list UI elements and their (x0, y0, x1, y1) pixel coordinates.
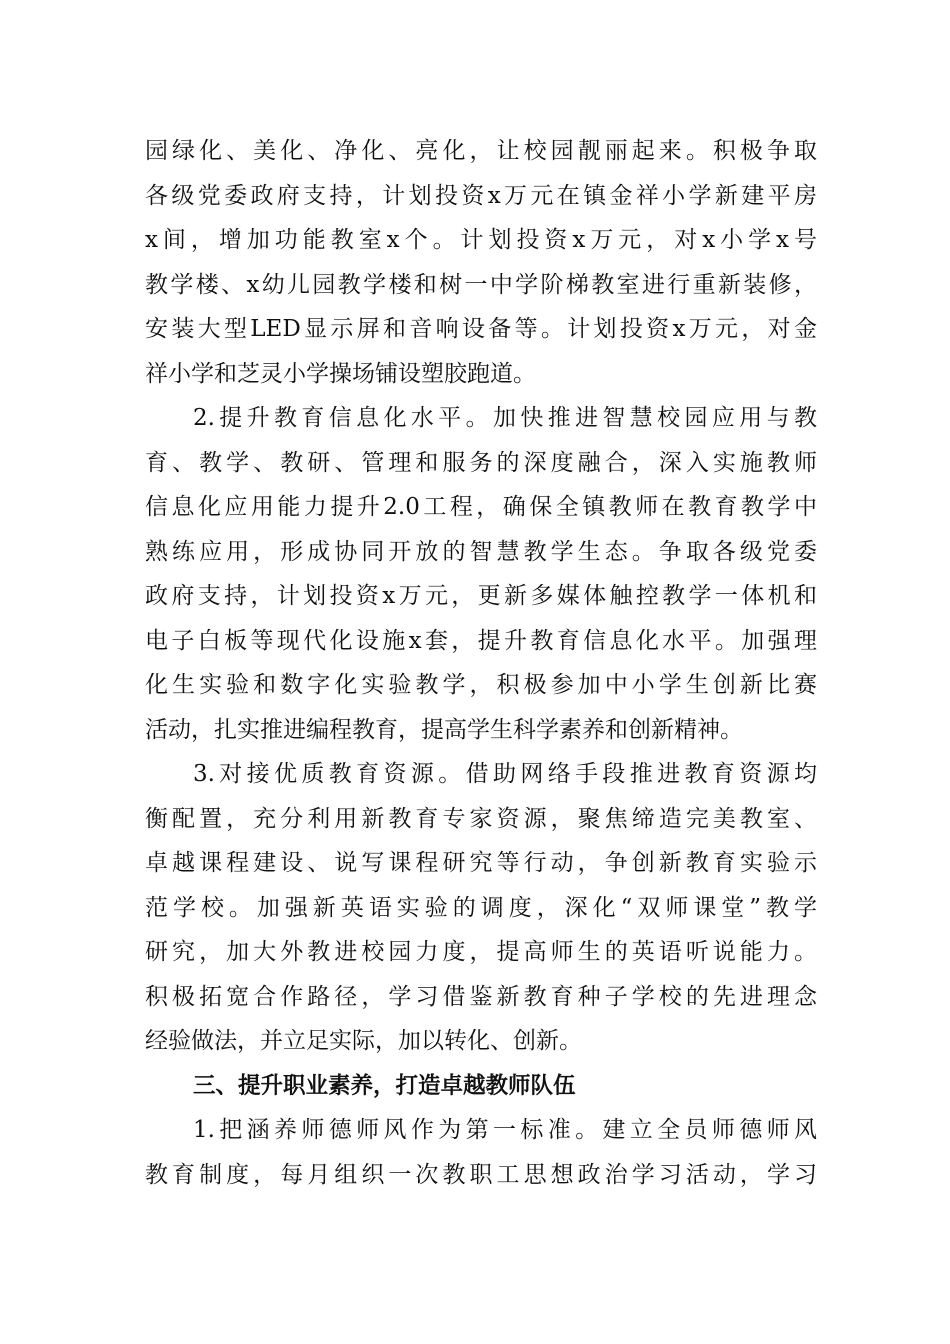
paragraph-line: 信息化应用能力提升2.0工程，确保全镇教师在教育教学中 (145, 494, 817, 520)
paragraph-line: 3.对接优质教育资源。借助网络手段推进教育资源均 (193, 761, 817, 787)
paragraph-line: 政府支持，计划投资x万元，更新多媒体触控教学一体机和 (145, 583, 817, 609)
paragraph-line: 各级党委政府支持，计划投资x万元在镇金祥小学新建平房 (145, 182, 817, 209)
paragraph-line: 衡配置，充分利用新教育专家资源，聚焦缔造完美教室、 (145, 805, 817, 832)
paragraph-line: 园绿化、美化、净化、亮化，让校园靓丽起来。积极争取 (145, 138, 817, 164)
paragraph-line: 范学校。加强新英语实验的调度，深化“双师课堂”教学 (145, 894, 817, 921)
paragraph-line: 教育制度，每月组织一次教职工思想政治学习活动，学习 (145, 1161, 817, 1188)
document-body (145, 129, 817, 1197)
paragraph-line: 教学楼、x幼儿园教学楼和树一中学阶梯教室进行重新装修， (145, 271, 817, 298)
paragraph-line: 卓越课程建设、说写课程研究等行动，争创新教育实验示 (145, 850, 817, 876)
paragraph-line: x间，增加功能教室x个。计划投资x万元，对x小学x号 (145, 227, 817, 253)
paragraph-line: 安装大型LED显示屏和音响设备等。计划投资x万元，对金 (145, 316, 817, 342)
paragraph-line: 积极拓宽合作路径，学习借鉴新教育种子学校的先进理念 (145, 983, 817, 1010)
paragraph-line: 化生实验和数字化实验教学，积极参加中小学生创新比赛 (145, 672, 817, 698)
paragraph-line: 1.把涵养师德师风作为第一标准。建立全员师德师风 (193, 1117, 817, 1143)
paragraph-line: 祥小学和芝灵小学操场铺设塑胶跑道。 (145, 360, 536, 387)
paragraph-line: 熟练应用，形成协同开放的智慧教学生态。争取各级党委 (145, 538, 817, 565)
paragraph-line: 育、教学、教研、管理和服务的深度融合，深入实施教师 (145, 449, 817, 476)
paragraph-line: 活动，扎实推进编程教育，提高学生科学素养和创新精神。 (145, 716, 743, 743)
paragraph-line: 经验做法，并立足实际，加以转化、创新。 (145, 1028, 582, 1054)
paragraph-line: 研究，加大外教进校园力度，提高师生的英语听说能力。 (145, 939, 817, 965)
paragraph-line: 电子白板等现代化设施x套，提升教育信息化水平。加强理 (145, 627, 817, 654)
section-heading: 三、提升职业素养，打造卓越教师队伍 (193, 1072, 576, 1099)
paragraph-line: 2.提升教育信息化水平。加快推进智慧校园应用与教 (193, 405, 817, 431)
